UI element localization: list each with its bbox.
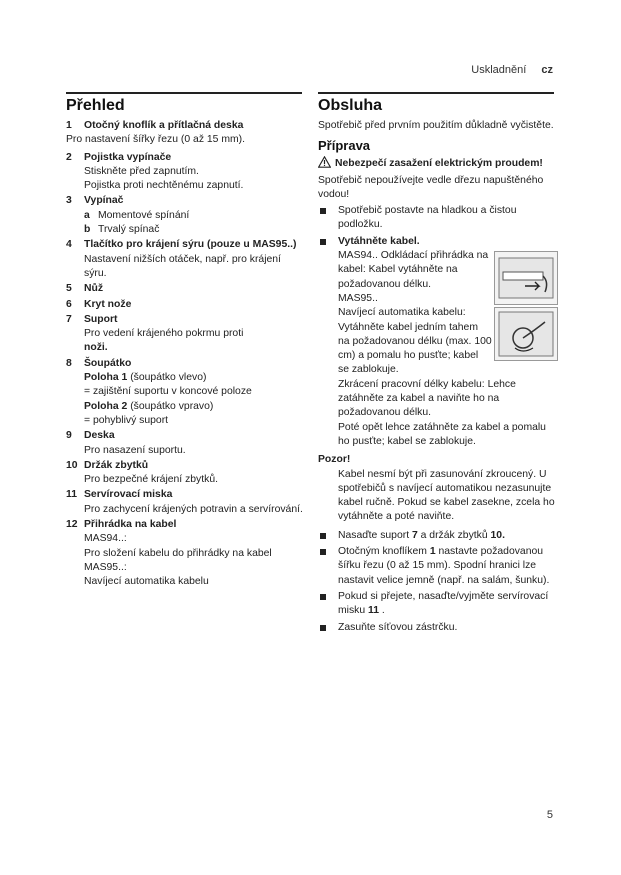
operation-column xyxy=(318,96,558,635)
bullet-item: Spotřebič postavte na hladkou a čistou podložku. xyxy=(318,204,558,233)
intro-text: Spotřebič před prvním použitím důkladně vyčistěte. xyxy=(318,120,554,131)
warning-text: Spotřebič nepoužívejte vedle dřezu napuštěného vodou! xyxy=(318,174,544,200)
header-section: Uskladnění xyxy=(471,64,527,76)
cable-instructions: MAS94.. Odkládací přihrádka na kabel: Kabel vytáhněte na požadovanou délku. MAS95.. Navíjecí automatika kabelu: Vytáhněte kabel jedním tahem na požadovanou délku (max. 100 cm) a pomalu ho pusťte; kabel se zablokuje. Zkrácení pracovní délky kabelu: Lehce zatáhněte za kabel a naviňte ho na požadovanou délku. Poté opět lehce zatáhněte za kabel a pomalu ho pusťte; kabel se zablokuje. xyxy=(318,249,558,449)
cable-compartment-figure xyxy=(494,251,558,305)
list-item: 10 Držák zbytků Pro bezpečné krájení zbytků. xyxy=(66,459,218,486)
preparation-title: Příprava xyxy=(318,138,371,154)
warning-triangle-icon xyxy=(318,156,331,173)
caution-text: Kabel nesmí být při zasunování zkroucený. U spotřebičů s navíjecí automatikou nezasunujte kabel ručně. Pokud se kabel zasekne, zcela ho vytáhněte a poté naviňte. xyxy=(338,468,555,523)
bullet-item: Otočným knoflíkem 1 nastavte požadovanou šířku řezu (0 až 15 mm). Spodní hranici lze nastavit velice jemně (např. na salám, šunku). xyxy=(318,545,558,588)
list-item: 4 Tlačítko pro krájení sýru (pouze u MAS95..) Nastavení nižších otáček, např. pro krájení sýru. xyxy=(66,239,297,279)
cable-rewind-figure xyxy=(494,307,558,361)
list-item: 8 Šoupátko Poloha 1 (šoupátko vlevo) = zajištění suportu v koncové poloze Poloha 2 (šoupátko vpravo) = pohyblivý suport xyxy=(66,357,252,426)
page-number: 5 xyxy=(546,809,553,821)
list-item: 2 Pojistka vypínače Stiskněte před zapnutím. Pojistka proti nechtěnému zapnutí. xyxy=(66,151,244,192)
caution-heading: Pozor! xyxy=(318,454,351,466)
bullet-item: Pokud si přejete, nasaďte/vyjměte servírovací misku 11 . xyxy=(318,590,558,619)
bullet-icon xyxy=(320,549,326,555)
running-header xyxy=(471,64,553,76)
list-item: 5 Nůž xyxy=(66,283,104,295)
header-language: cz xyxy=(541,64,553,76)
overview-title: Přehled xyxy=(66,97,125,114)
bullet-icon xyxy=(320,239,326,245)
bullet-icon xyxy=(320,625,326,631)
operation-title: Obsluha xyxy=(318,97,383,114)
warning-heading: Nebezpečí zasažení elektrickým proudem! xyxy=(318,156,558,173)
left-column-rule xyxy=(66,92,302,94)
bullet-item: Zasuňte síťovou zástrčku. xyxy=(318,621,558,635)
bullet-item: Nasaďte suport 7 a držák zbytků 10. xyxy=(318,529,558,543)
overview-column xyxy=(66,96,304,590)
bullet-icon xyxy=(320,594,326,600)
list-item: 12 Přihrádka na kabel MAS94..: Pro složení kabelu do přihrádky na kabel MAS95..: Navíjecí automatika kabelu xyxy=(66,519,272,588)
bullet-icon xyxy=(320,533,326,539)
bullet-item: Vytáhněte kabel. xyxy=(318,235,558,249)
right-column-rule xyxy=(318,92,554,94)
list-item: 9 Deska Pro nasazení suportu. xyxy=(66,430,186,456)
list-item: 1 Otočný knoflík a přítlačná deska Pro nastavení šířky řezu (0 až 15 mm). xyxy=(66,120,246,146)
bullet-icon xyxy=(320,208,326,214)
list-item: 3 Vypínač a Momentové spínání b Trvalý spínač xyxy=(66,195,190,236)
list-item: 6 Kryt nože xyxy=(66,298,132,310)
list-item: 7 Suport Pro vedení krájeného pokrmu proti noži. xyxy=(66,313,244,354)
list-item: 11 Servírovací miska Pro zachycení krájených potravin a servírování. xyxy=(66,489,303,515)
